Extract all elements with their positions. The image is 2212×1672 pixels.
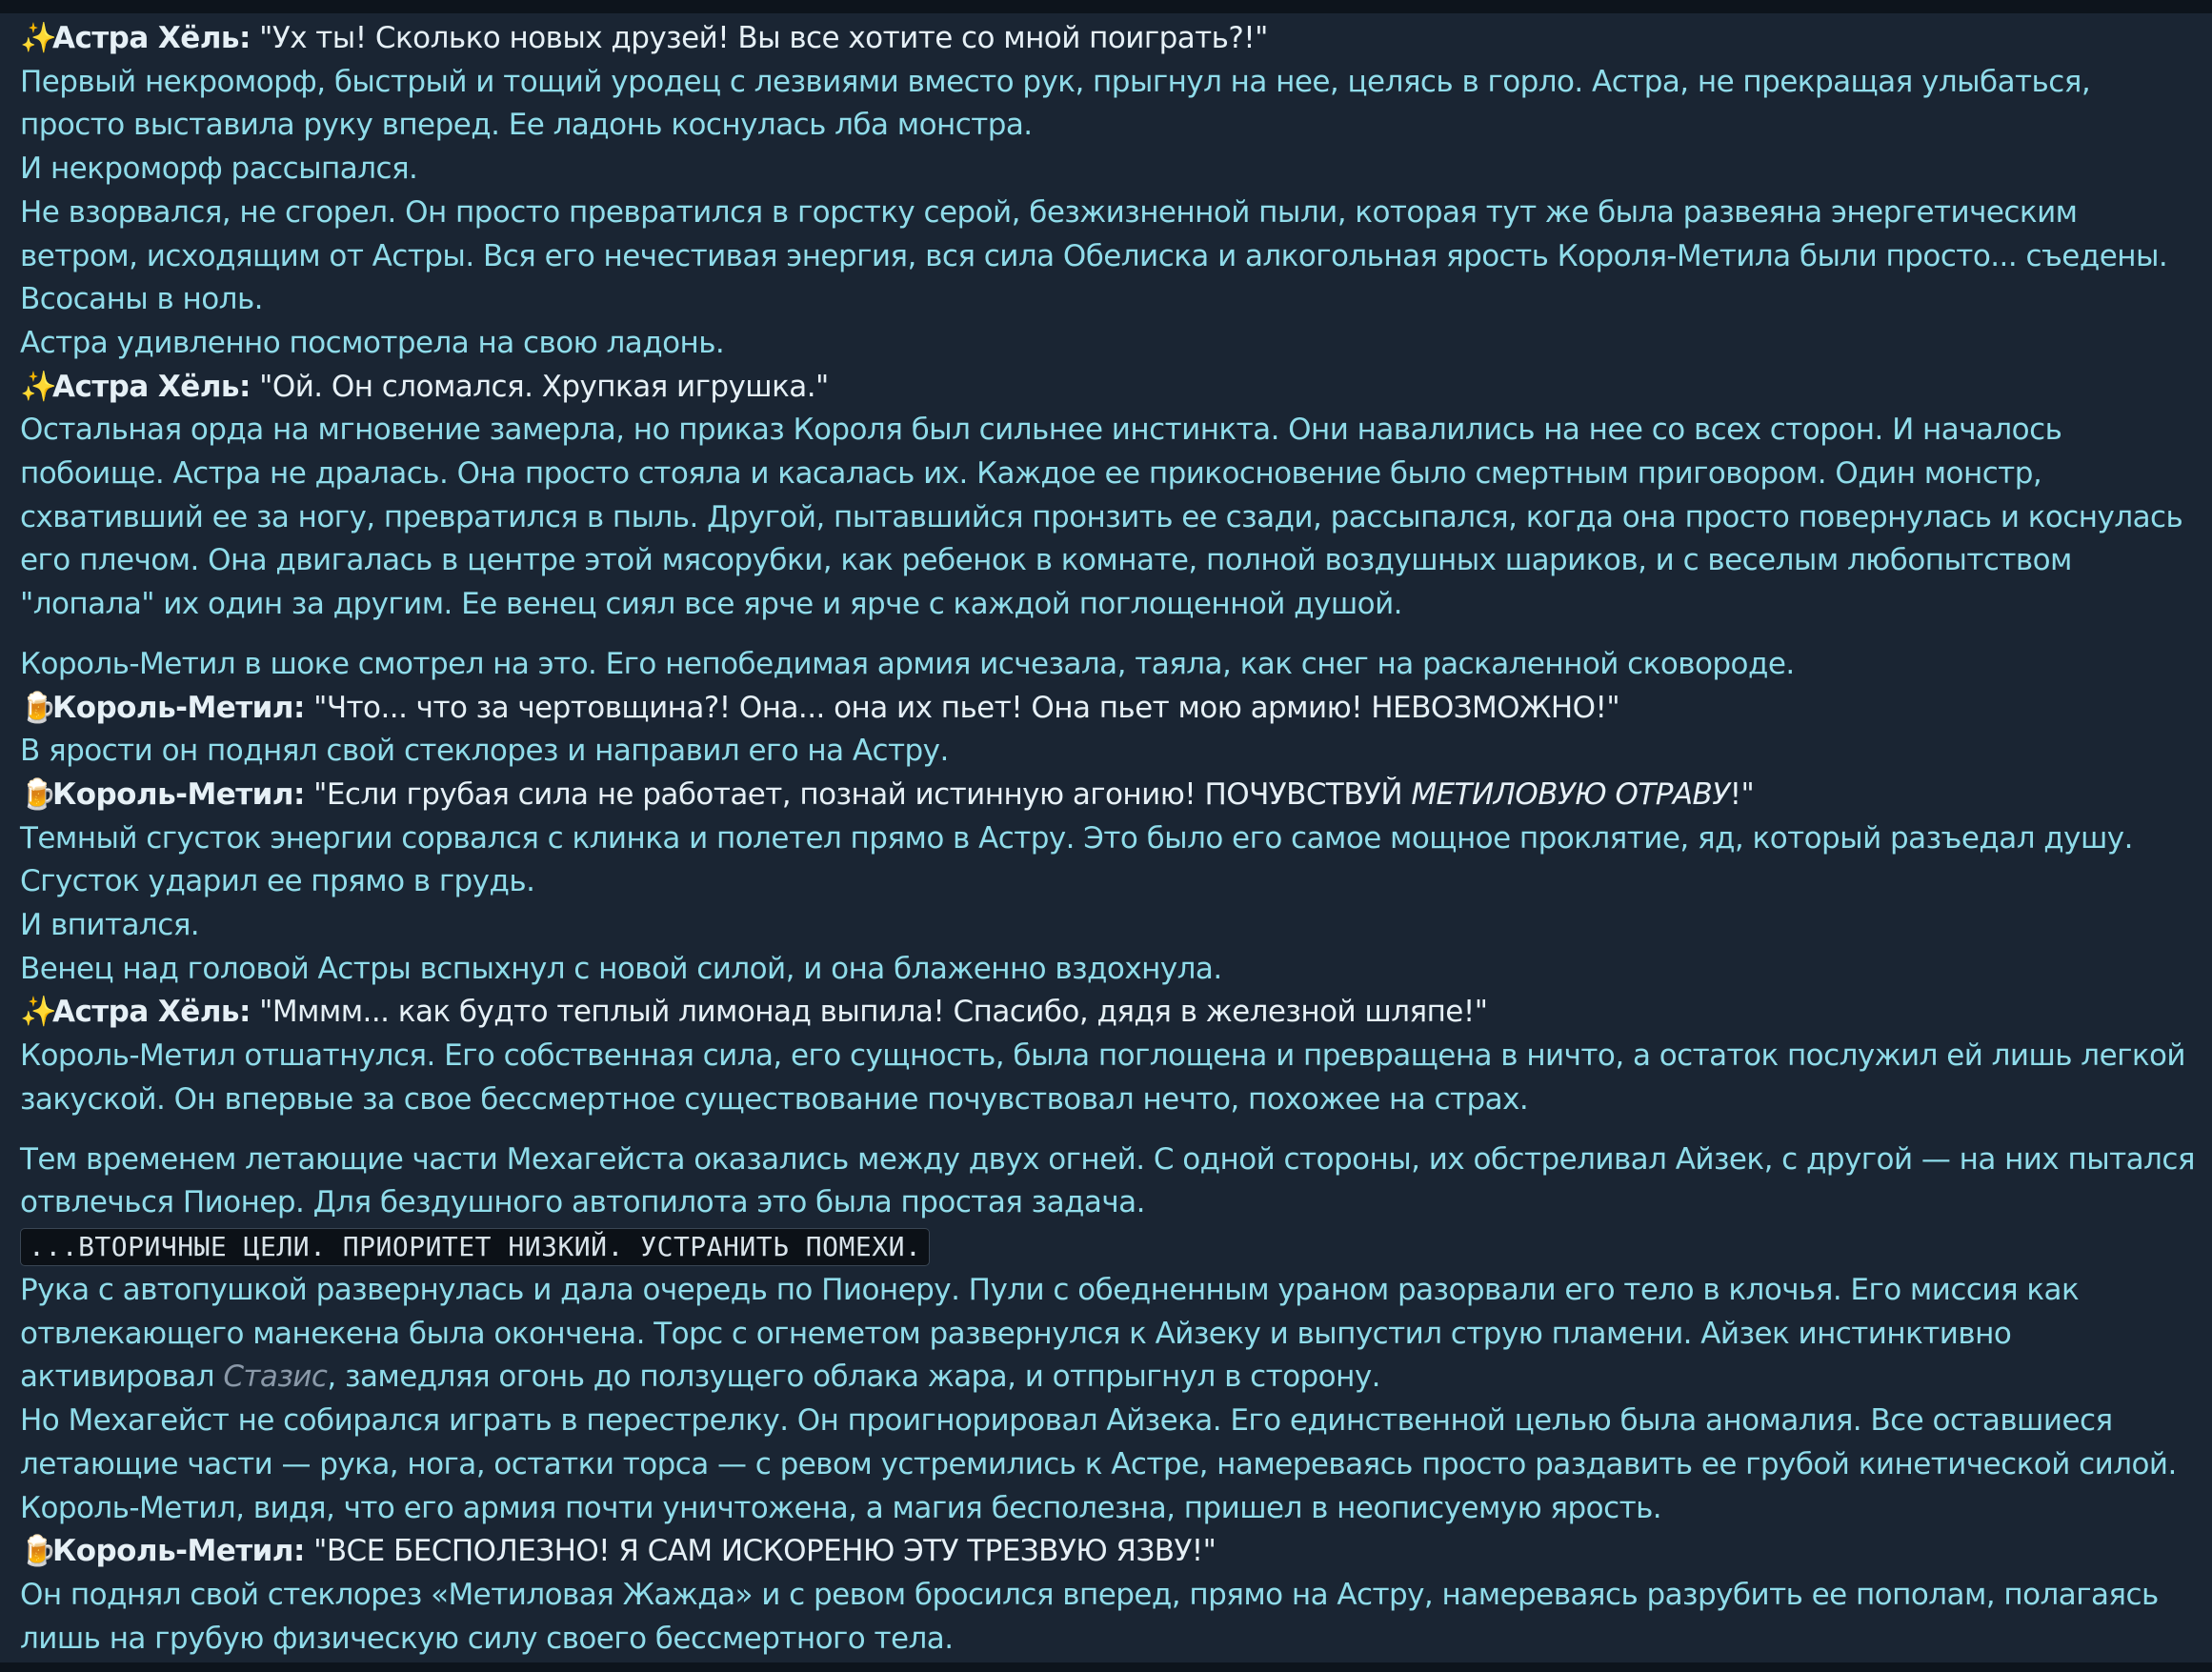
narration-line: Не взорвался, не сгорел. Он просто превратился в горстку серой, безжизненной пыли, которая тут же была развеяна энергетическим ветром, исходящим от Астры. Вся его нечестивая энергия, вся сила Обелиска и алкогольная ярость Короля-Метила были просто... съедены. Всосаны в ноль. <box>20 194 2168 317</box>
top-toolbar-strip <box>0 0 2212 13</box>
speaker-name: Астра Хёль: <box>52 995 251 1030</box>
dialogue-text: "Если грубая сила не работает, познай истинную агонию! ПОЧУВСТВУЙ <box>313 776 1412 812</box>
speaker-name: Король-Метил: <box>52 1534 305 1569</box>
dialogue-text: "Что... что за чертовщина?! Она... она их пьет! Она пьет мою армию! НЕВОЗМОЖНО!" <box>313 690 1620 725</box>
dialogue-text: !" <box>1729 776 1755 812</box>
speaker-name: Король-Метил: <box>52 690 305 725</box>
narration-text: Рука с автопушкой развернулась и дала очередь по Пионеру. Пули с обедненным ураном разорвали его тело в клочья. Его миссия как отвлекающего манекена была окончена. Торс с огнеметом развернулся к Айзеку и выпустил струю пламени. Айзек инстинктивно активировал <box>20 1272 2080 1395</box>
narration-line: И впитался. <box>20 908 200 943</box>
speaker-name: Астра Хёль: <box>52 21 251 55</box>
inline-code-block: ...ВТОРИЧНЫЕ ЦЕЛИ. ПРИОРИТЕТ НИЗКИЙ. УСТРАНИТЬ ПОМЕХИ. <box>20 1228 930 1266</box>
narration-line: Он поднял свой стеклорез «Метиловая Жажда» и с ревом бросился вперед, прямо на Астру, намереваясь разрубить ее пополам, полагаясь лишь на грубую физическую силу своего бессмертного тела. <box>20 1577 2159 1656</box>
narration-line: Астра удивленно посмотрела на свою ладонь. <box>20 325 725 360</box>
dialogue-line <box>20 17 2202 61</box>
beer-mug-icon: 🍺 <box>20 1534 57 1569</box>
emphasis-text: Стазис <box>223 1360 328 1395</box>
narration-text: , замедляя огонь до ползущего облака жара, и отпрыгнул в сторону. <box>327 1360 1380 1395</box>
beer-mug-icon: 🍺 <box>20 690 57 725</box>
sparkles-icon: ✨ <box>20 995 57 1030</box>
narration-line: Первый некроморф, быстрый и тощий уродец с лезвиями вместо рук, прыгнул на нее, целясь в горло. Астра, не прекращая улыбаться, просто выставила руку вперед. Ее ладонь коснулась лба монстра. <box>20 64 2091 143</box>
narration-line: Тем временем летающие части Мехагейста оказались между двух огней. С одной стороны, их обстреливал Айзек, с другой — на них пытался отвлечься Пионер. Для бездушного автопилота это была простая задача. <box>20 1141 2195 1220</box>
narration-line: Остальная орда на мгновение замерла, но приказ Короля был сильнее инстинкта. Они навалились на нее со всех сторон. И началось побоище. Астра не дралась. Она просто стояла и касалась их. Каждое ее прикосновение было смертным приговором. Один монстр, схвативший ее за ногу, превратился в пыль. Другой, пытавшийся пронзить ее сзади, рассыпался, когда она просто повернулась и коснулась его плечом. Она двигалась в центре этой мясорубки, как ребенок в комнате, полной воздушных шариков, и с веселым любопытством "лопала" их один за другим. Ее венец сиял все ярче и ярче с каждой поглощенной душой. <box>20 413 2183 622</box>
beer-mug-icon: 🍺 <box>20 776 57 812</box>
dialogue-text: "Мммм... как будто теплый лимонад выпила! Спасибо, дядя в железной шляпе!" <box>259 995 1488 1030</box>
dialogue-text: "ВСЕ БЕСПОЛЕЗНО! Я САМ ИСКОРЕНЮ ЭТУ ТРЕЗВУЮ ЯЗВУ!" <box>313 1534 1217 1569</box>
narration-line: Но Мехагейст не собирался играть в перестрелку. Он проигнорировал Айзека. Его единственной целью была аномалия. Все оставшиеся летающие части — рука, нога, остатки торса — с ревом устремились к Астре, намереваясь просто раздавить ее грубой кинетической силой. <box>20 1403 2177 1481</box>
narration-line: Король-Метил в шоке смотрел на это. Его непобедимая армия исчезала, таяла, как снег на раскаленной сковороде. <box>20 646 1795 681</box>
narration-line: Темный сгусток энергии сорвался с клинка и полетел прямо в Астру. Это было его самое мощное проклятие, яд, который разъедал душу. <box>20 820 2133 856</box>
bottom-toolbar-strip <box>0 1662 2212 1672</box>
narration-line: В ярости он поднял свой стеклорез и направил его на Астру. <box>20 734 949 769</box>
dialogue-line <box>20 991 2202 1035</box>
dialogue-line <box>20 1530 2202 1574</box>
speaker-name: Король-Метил: <box>52 776 305 812</box>
narration-line: И некроморф рассыпался. <box>20 151 418 187</box>
chat-transcript <box>20 17 2202 1661</box>
narration-line: Король-Метил отшатнулся. Его собственная сила, его сущность, была поглощена и превращена в ничто, а остаток послужил ей лишь легкой закуской. Он впервые за свое бессмертное существование почувствовал нечто, похожее на страх. <box>20 1038 2186 1117</box>
dialogue-text: "Ой. Он сломался. Хрупкая игрушка." <box>259 369 829 404</box>
narration-line: Король-Метил, видя, что его армия почти уничтожена, а магия бесполезна, пришел в неописуемую ярость. <box>20 1490 1662 1525</box>
narration-line <box>20 1269 2202 1400</box>
sparkles-icon: ✨ <box>20 369 57 404</box>
code-line <box>20 1225 2202 1269</box>
dialogue-line <box>20 366 2202 410</box>
dialogue-line <box>20 774 2202 817</box>
speaker-name: Астра Хёль: <box>52 369 251 404</box>
dialogue-line <box>20 687 2202 731</box>
emphasis-text: МЕТИЛОВУЮ ОТРАВУ <box>1411 776 1730 812</box>
narration-line: Сгусток ударил ее прямо в грудь. <box>20 864 535 899</box>
dialogue-text: "Ух ты! Сколько новых друзей! Вы все хотите со мной поиграть?!" <box>259 21 1268 55</box>
sparkles-icon: ✨ <box>20 21 57 55</box>
narration-line: Венец над головой Астры вспыхнул с новой силой, и она блаженно вздохнула. <box>20 951 1222 986</box>
